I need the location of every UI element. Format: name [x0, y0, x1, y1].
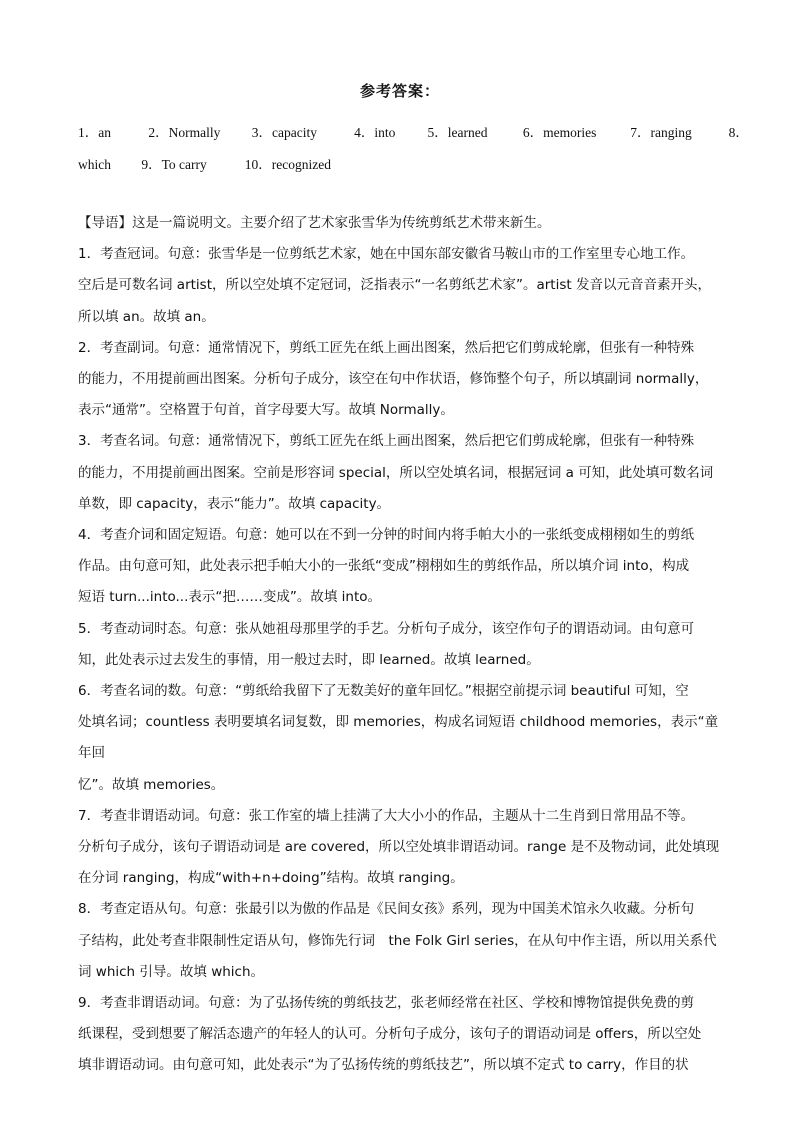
- answer-item: 7．ranging: [630, 125, 692, 140]
- body-line: 词 which 引导。故填 which。: [78, 963, 265, 980]
- body-line: 空后是可数名词 artist，所以空处填不定冠词，泛指表示“一名剪纸艺术家”。artist 发音以元音音素开头，: [78, 277, 711, 294]
- answer-item: 3．capacity: [251, 125, 317, 140]
- body-line: 所以填 an。故填 an。: [78, 308, 215, 325]
- body-line: 知，此处表示过去发生的事情，用一般过去时，即 learned。故填 learned。: [78, 651, 540, 668]
- answer-item: 10．recognized: [244, 157, 331, 172]
- answer-item: 4．into: [354, 125, 396, 140]
- body-line: 5．考查动词时态。句意：张从她祖母那里学的手艺。分析句子成分，该空作句子的谓语动词。由句意可: [78, 620, 695, 637]
- body-line: 的能力，不用提前画出图案。分析句子成分，该空在句中作状语，修饰整个句子，所以填副词 normally，: [78, 371, 709, 388]
- body-line: 忆”。故填 memories。: [78, 776, 225, 793]
- answer-item: 2．Normally: [148, 125, 221, 140]
- body-line: 的能力，不用提前画出图案。空前是形容词 special，所以空处填名词，根据冠词 a 可知，此处填可数名词: [78, 464, 714, 481]
- body-line: 纸课程，受到想要了解活态遗产的年轻人的认可。分析句子成分，该句子的谓语动词是 offers，所以空处: [78, 1026, 702, 1043]
- body-line: 2．考查副词。句意：通常情况下，剪纸工匠先在纸上画出图案，然后把它们剪成轮廓，但张有一种特殊: [78, 339, 695, 356]
- answer-item: 6．memories: [522, 125, 597, 140]
- body-line: 8．考查定语从句。句意：张最引以为傲的作品是《民间女孩》系列，现为中国美术馆永久收藏。分析句: [78, 901, 695, 918]
- answer-key-row-2: [78, 153, 331, 173]
- answer-item: 1．an: [78, 125, 111, 140]
- explanation-body: [78, 208, 726, 1082]
- body-line: 【导语】这是一篇说明文。主要介绍了艺术家张雪华为传统剪纸艺术带来新生。: [78, 215, 551, 231]
- answer-item: which: [78, 157, 111, 172]
- body-line: 在分词 ranging，构成“with+n+doing”结构。故填 ranging。: [78, 870, 464, 887]
- body-line: 4．考查介词和固定短语。句意：她可以在不到一分钟的时间内将手帕大小的一张纸变成栩栩如生的剪纸: [78, 527, 695, 544]
- page-title: 参考答案：: [359, 82, 440, 100]
- body-line: 分析句子成分，该句子谓语动词是 are covered，所以空处填非谓语动词。range 是不及物动词，此处填现: [78, 839, 720, 856]
- body-line: 表示“通常”。空格置于句首，首字母要大写。故填 Normally。: [78, 402, 454, 419]
- body-line: 3．考查名词。句意：通常情况下，剪纸工匠先在纸上画出图案，然后把它们剪成轮廓，但张有一种特殊: [78, 433, 695, 450]
- body-line: 9．考查非谓语动词。句意：为了弘扬传统的剪纸技艺，张老师经常在社区、学校和博物馆提供免费的剪: [78, 995, 695, 1012]
- body-line: 6．考查名词的数。句意：“剪纸给我留下了无数美好的童年回忆。”根据空前提示词 beautiful 可知，空: [78, 683, 689, 700]
- body-line: 单数，即 capacity，表示“能力”。故填 capacity。: [78, 495, 391, 512]
- body-line: 子结构，此处考查非限制性定语从句，修饰先行词 the Folk Girl series，在从句中作主语，所以用关系代: [78, 932, 717, 949]
- body-line: 1．考查冠词。句意：张雪华是一位剪纸艺术家，她在中国东部安徽省马鞍山市的工作室里专心地工作。: [78, 246, 695, 263]
- answer-item: 9．To carry: [141, 157, 207, 172]
- body-line: 填非谓语动词。由句意可知，此处表示“为了弘扬传统的剪纸技艺”，所以填不定式 to carry，作目的状: [78, 1057, 689, 1074]
- body-line: 作品。由句意可知，此处表示把手帕大小的一张纸“变成”栩栩如生的剪纸作品，所以填介词 into，构成: [78, 558, 690, 575]
- body-line: 处填名词；countless 表明要填名词复数，即 memories，构成名词短语 childhood memories，表示“童年回: [78, 714, 719, 762]
- body-line: 7．考查非谓语动词。句意：张工作室的墙上挂满了大大小小的作品，主题从十二生肖到日常用品不等。: [78, 807, 695, 824]
- body-line: 短语 turn...into...表示“把……变成”。故填 into。: [78, 589, 382, 606]
- answer-item: 5．learned: [427, 125, 488, 140]
- answer-item: 8．: [728, 125, 749, 140]
- answer-key-row-1: [78, 121, 749, 141]
